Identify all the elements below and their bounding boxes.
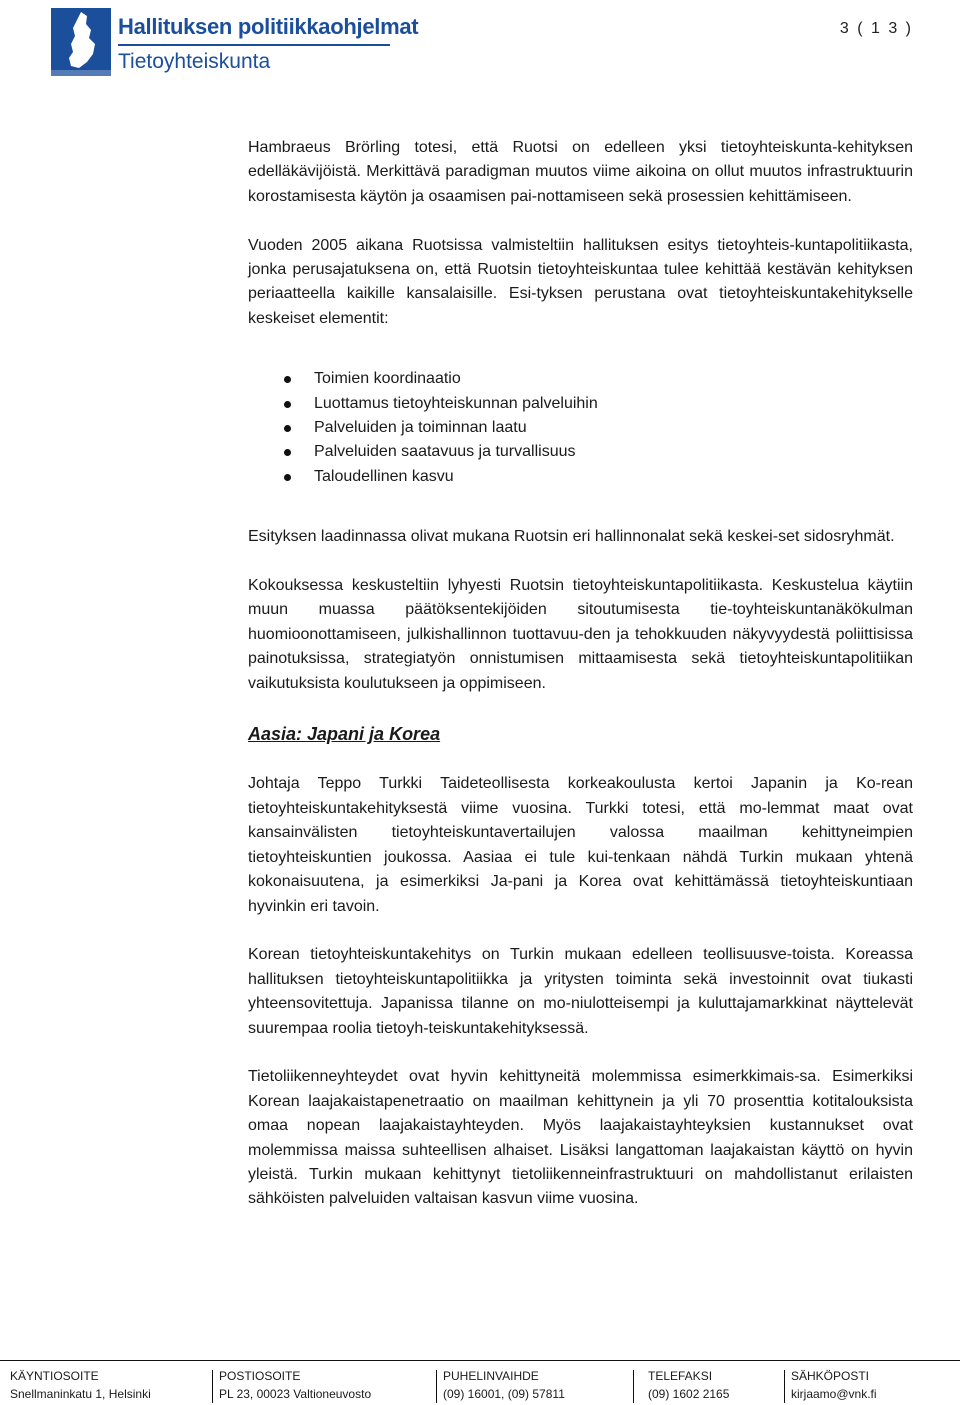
footer-fax: TELEFAKSI (09) 1602 2165 [648,1369,730,1401]
logo-title: Hallituksen politiikkaohjelmat [118,14,419,39]
list-item: Luottamus tietoyhteiskunnan palveluihin [248,392,913,416]
footer-email: SÄHKÖPOSTI kirjaamo@vnk.fi [791,1369,877,1401]
footer-divider [0,1360,960,1361]
paragraph-6: Korean tietoyhteiskuntakehitys on Turkin mukaan edelleen teollisuusve-toista. Koreassa hallituksen tietoyhteiskuntapolitiikka ja yritysten toiminta sekä investoinnit ovat tiukasti yhteensovitettuja. Japanissa tilanne on mo-niulotteisempi ja kuluttajamarkkinat näyttelevät suurempaa roolia tietoyh-teiskuntakehityksessä. [248,946,913,1037]
paragraph-3: Esityksen laadinnassa olivat mukana Ruotsin eri hallinnonalat sekä keskei-set sidosryhmät. [248,528,895,546]
paragraph-2: Vuoden 2005 aikana Ruotsissa valmisteltiin hallituksen esitys tietoyhteis-kuntapolitiikasta, jonka perusajatuksena on, että Ruotsin tietoyhteiskuntaa tulee kehittää kestävän kehityksen periaatteella kaikille kansalaisille. Esi-tyksen perustana ovat tietoyhteiskuntakehitykselle keskeiset elementit: [248,236,913,327]
list-item: Toimien koordinaatio [248,367,913,391]
list-item: Palveluiden saatavuus ja turvallisuus [248,440,913,464]
footer-switchboard: PUHELINVAIHDE (09) 16001, (09) 57811 [443,1369,565,1401]
footer-separator [212,1370,213,1403]
paragraph-7: Tietoliikenneyhteydet ovat hyvin kehittyneitä molemmissa esimerkkimais-sa. Esimerkiksi Korean laajakaistapenetraatio on maailman kehittynein ja yli 70 prosenttia kotitalouksista omaa nopean laajakaistayhteyden. Myös laajakaistayhteyksien kustannukset ovat molemmissa maissa suhteellisen alhaiset. Lisäksi langattoman laajakaistan käyttö on hyvin yleistä. Turkin mukaan kehittynyt tietoliikenneinfrastruktuuri on mahdollistanut erilaisten sähköisten palveluiden valtaisan kasvun viime vuosina. [248,1068,913,1208]
bullet-icon [284,425,291,432]
logo-divider [118,44,390,46]
bullet-icon [284,449,291,456]
paragraph-1: Hambraeus Brörling totesi, että Ruotsi on edelleen yksi tietoyhteiskunta-kehityksen edelläkävijöistä. Merkittävä paradigman muutos viime aikoina on ollut muutos infrastruktuurin korostamisesta käytön ja osaamisen pai-nottamiseen sekä prosessien kehittämiseen. [248,139,913,205]
paragraph-4: Kokouksessa keskusteltiin lyhyesti Ruotsin tietoyhteiskuntapolitiikasta. Keskustelua käytiin muun muassa päätöksentekijöiden sitoutumisesta tie-toyhteiskuntanäkökulman huomioonottamiseen, julkishallinnon tuottavuu-den ja tehokkuuden näkyvyydestä poliittisissa painotuksissa, strategiatyön onnistumisen mittaamisesta sekä tietoyhteiskuntapolitiikan vaikutuksista koulutukseen ja oppimiseen. [248,577,913,692]
footer [0,1362,960,1405]
footer-postal-address: POSTIOSOITE PL 23, 00023 Valtioneuvosto [219,1369,372,1401]
footer-separator [784,1370,785,1403]
bullet-icon [284,376,291,383]
footer-visiting-address: KÄYNTIOSOITE Snellmaninkatu 1, Helsinki [10,1369,151,1401]
page-number: 3 ( 1 3 ) [839,20,913,37]
bullet-icon [284,474,291,481]
logo-emblem [51,8,111,76]
list-item: Palveluiden ja toiminnan laatu [248,416,913,440]
document-body [248,136,913,1212]
paragraph-5: Johtaja Teppo Turkki Taideteollisesta korkeakoulusta kertoi Japanin ja Ko-rean tietoyhteiskuntakehityksestä viime vuosina. Turkki totesi, että mo-lemmat maat ovat kansainvälisten tietoyhteiskuntavertailujen valossa maailman kehittyneimpien tietoyhteiskuntien joukossa. Aasiaa ei tule kui-tenkaan nähdä Turkin mukaan yhtenä kokonaisuutena, ja esimerkiksi Ja-pani ja Korea ovat kehittämässä tietoyhteiskuntiaan hyvinkin eri tavoin. [248,775,913,915]
bullet-icon [284,401,291,408]
section-heading: Aasia: Japani ja Korea [248,724,441,745]
logo-subtitle: Tietoyhteiskunta [118,50,271,73]
elements-list [248,367,913,489]
list-item: Taloudellinen kasvu [248,465,913,489]
footer-separator [633,1370,634,1403]
footer-separator [436,1370,437,1403]
finland-map-icon [51,8,111,76]
